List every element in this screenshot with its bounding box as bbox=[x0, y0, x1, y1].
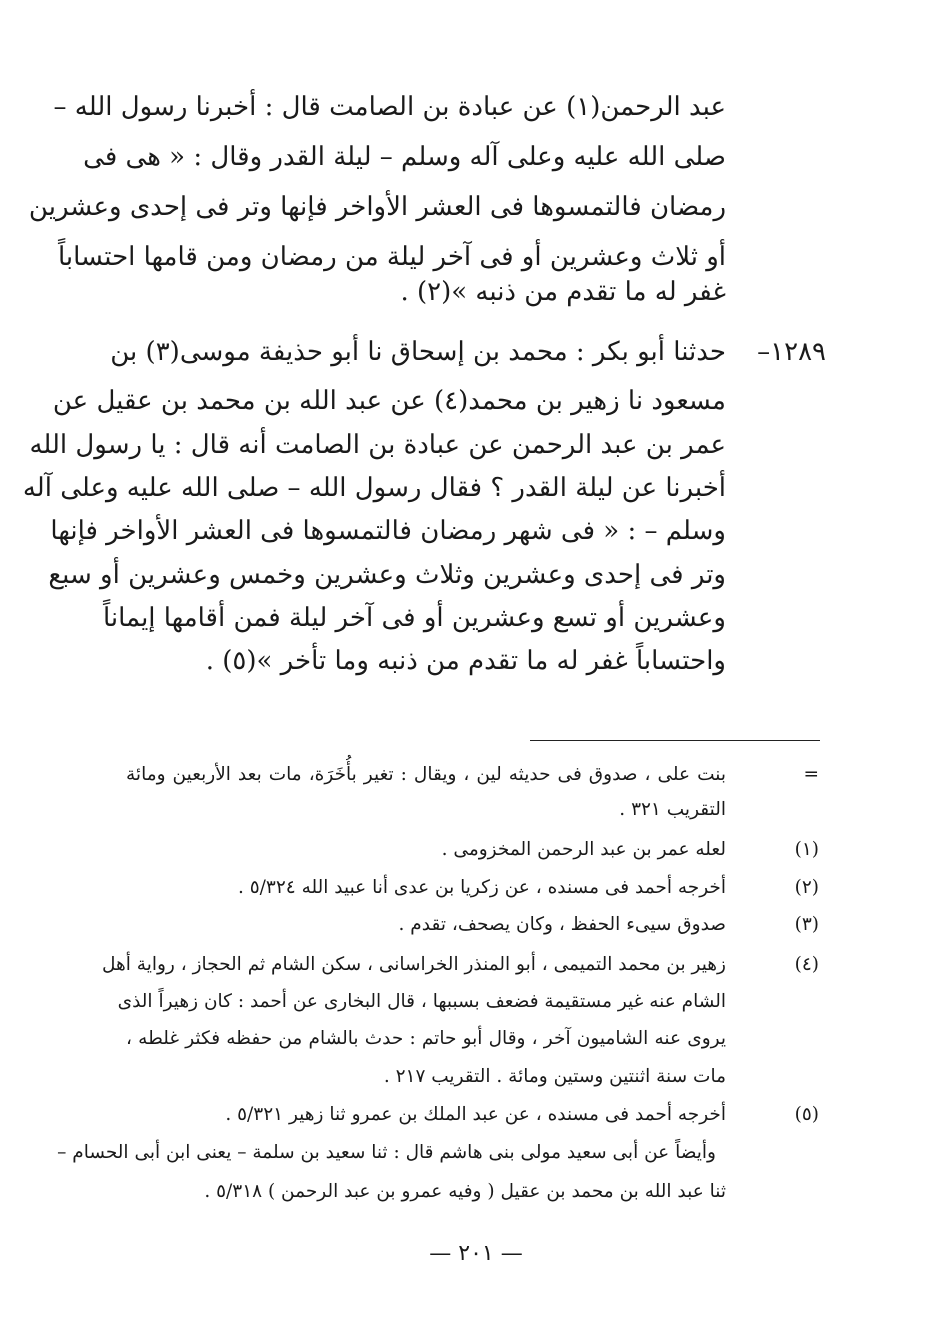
footnote-marker: (٥) bbox=[794, 1104, 819, 1125]
main-text-line: أخبرنا عن ليلة القدر ؟ فقال رسول الله – صلى الله عليه وعلى آله bbox=[22, 473, 726, 503]
footnote-line: لعله عمر بن عبد الرحمن المخزومى . bbox=[441, 839, 726, 860]
footnote-line: الشام عنه غير مستقيمة فضعف بسببها ، قال البخارى عن أحمد : كان زهيراً الذى bbox=[117, 991, 726, 1012]
footnote-line: بنت على ، صدوق فى حديثه لين ، ويقال : تغير بأُخَرَة، مات بعد الأربعين ومائة bbox=[126, 764, 726, 785]
footnote-line: وأيضاً عن أبى سعيد مولى بنى هاشم قال : ثنا سعيد بن سلمة – يعنى ابن أبى الحسام – bbox=[57, 1142, 716, 1163]
footnote-marker: (٤) bbox=[794, 954, 819, 975]
footnote-line: أخرجه أحمد فى مسنده ، عن زكريا بن عدى أنا عبيد الله ٥/٣٢٤ . bbox=[237, 877, 726, 898]
main-text-line: صلى الله عليه وعلى آله وسلم – ليلة القدر وقال : « هى فى bbox=[83, 142, 726, 172]
hadith-number: ١٢٨٩– bbox=[757, 337, 826, 367]
footnote-line: مات سنة اثنتين وستين ومائة . التقريب ٢١٧ . bbox=[383, 1066, 726, 1087]
main-text-line: حدثنا أبو بكر : محمد بن إسحاق نا أبو حذيفة موسى(٣) بن bbox=[110, 337, 726, 367]
page-number: — ٢٠١ — bbox=[429, 1241, 523, 1266]
footnote-marker: (١) bbox=[794, 839, 819, 860]
footnote-line: التقريب ٣٢١ . bbox=[619, 799, 726, 820]
footnote-line: أخرجه أحمد فى مسنده ، عن عبد الملك بن عمرو ثنا زهير ٥/٣٢١ . bbox=[225, 1104, 726, 1125]
footnote-line: زهير بن محمد التميمى ، أبو المنذر الخراسانى ، سكن الشام ثم الحجاز ، رواية أهل bbox=[101, 954, 726, 975]
footnote-line: صدوق سيىء الحفظ ، وكان يصحف، تقدم . bbox=[398, 914, 726, 935]
main-text-line: عبد الرحمن(١) عن عبادة بن الصامت قال : أخبرنا رسول الله – bbox=[53, 92, 726, 122]
footnote-line: ثنا عبد الله بن محمد بن عقيل ( وفيه عمرو بن عبد الرحمن ) ٥/٣١٨ . bbox=[204, 1181, 726, 1202]
main-text-line: عمر بن عبد الرحمن عن عبادة بن الصامت أنه قال : يا رسول الله bbox=[29, 430, 726, 460]
main-text-line: وعشرين أو تسع وعشرين أو فى آخر ليلة فمن أقامها إيماناً bbox=[102, 603, 726, 633]
footnote-marker: (٣) bbox=[794, 914, 819, 935]
main-text-line: غفر له ما تقدم من ذنبه »(٢) . bbox=[400, 277, 726, 307]
main-text-line: وتر فى إحدى وعشرين وثلاث وعشرين وخمس وعشرين أو سبع bbox=[48, 560, 726, 590]
main-text-line: مسعود نا زهير بن محمد(٤) عن عبد الله بن محمد بن عقيل عن bbox=[52, 386, 726, 416]
main-text-line: رمضان فالتمسوها فى العشر الأواخر فإنها وتر فى إحدى وعشرين bbox=[28, 192, 726, 222]
main-text-line: واحتساباً غفر له ما تقدم من ذنبه وما تأخر »(٥) . bbox=[205, 646, 726, 676]
footnote-line: يروى عنه الشاميون آخر ، وقال أبو حاتم : حدث بالشام من حفظه فكثر غلطه ، bbox=[126, 1028, 726, 1049]
footnote-marker: (٢) bbox=[794, 877, 819, 898]
main-text-line: أو ثلاث وعشرين أو فى آخر ليلة من رمضان ومن قامها احتساباً bbox=[57, 242, 726, 272]
footnote-continuation-mark: = bbox=[803, 764, 819, 785]
main-text-line: وسلم – : « فى شهر رمضان فالتمسوها فى العشر الأواخر فإنها bbox=[50, 516, 726, 546]
footnote-separator bbox=[530, 740, 820, 741]
